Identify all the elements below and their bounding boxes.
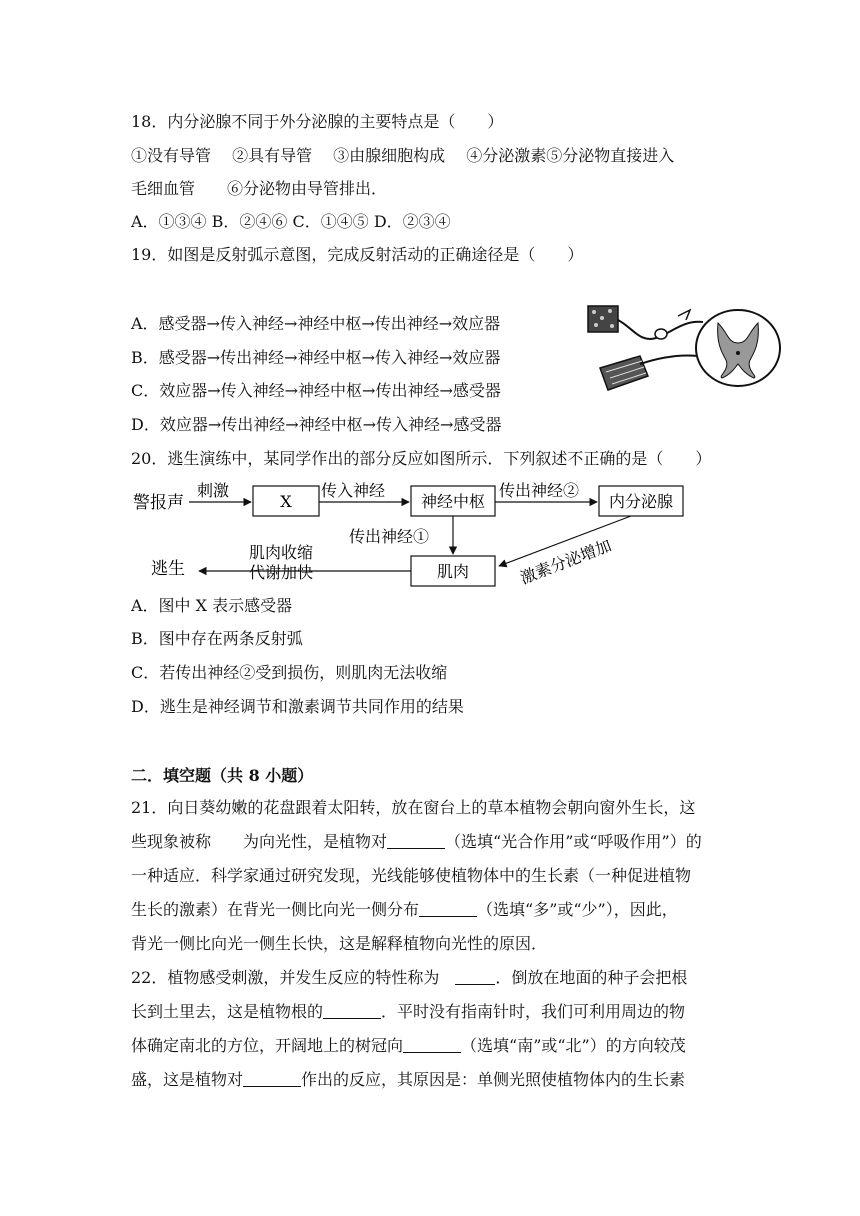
answer-blank <box>455 968 495 985</box>
q21-text-4a: 生长的激素）在背光一侧比向光一侧分布 <box>131 900 420 919</box>
escape-label: 逃生 <box>151 559 185 579</box>
spinal-cord-icon <box>696 310 780 386</box>
reflex-arc-figure <box>578 298 783 408</box>
q22-text-2a: 长到土里去，这是植物根的 <box>131 1002 324 1021</box>
gland-label: 内分泌腺 <box>608 492 674 511</box>
efferent2-label: 传出神经② <box>499 481 580 500</box>
answer-blank <box>387 832 445 849</box>
q19-stem: 19．如图是反射弧示意图，完成反射活动的正确途径是（ ） <box>131 245 584 264</box>
alarm-label: 警报声 <box>133 493 184 513</box>
muscle-label: 肌肉 <box>436 562 470 581</box>
x-label: X <box>280 492 292 511</box>
q22-line2 <box>131 1002 685 1022</box>
receptor-skin-icon <box>588 306 618 332</box>
answer-blank <box>243 1070 301 1087</box>
q22-text-3b: （选填“南”或“北”）的方向较茂 <box>461 1036 686 1055</box>
q22-line4 <box>131 1070 685 1090</box>
q18-options-line2: 毛细血管 ⑥分泌物由导管排出． <box>131 179 388 198</box>
q18-answers: A．①③④ B．②④⑥ C．①④⑤ D．②③④ <box>131 212 451 231</box>
q21-text-2a: 些现象被称 为向光性，是植物对 <box>131 832 388 851</box>
q20-option-a: A．图中 X 表示感受器 <box>131 596 293 615</box>
q22-text-4b: 作出的反应，其原因是：单侧光照使植物体内的生长素 <box>301 1070 686 1089</box>
efferent1-label: 传出神经① <box>349 527 430 546</box>
q20-option-b: B．图中存在两条反射弧 <box>131 629 303 648</box>
q21-text-2b: （选填“光合作用”或“呼吸作用”）的 <box>445 832 702 851</box>
q19-option-d: D．效应器→传出神经→神经中枢→传入神经→感受器 <box>131 415 502 434</box>
section-title: 二．填空题（共 8 小题） <box>131 766 314 785</box>
escape-response-diagram <box>131 476 691 592</box>
q22-text-3a: 体确定南北的方位，开阔地上的树冠向 <box>131 1036 404 1055</box>
q22-text-4a: 盛，这是植物对 <box>131 1070 244 1089</box>
q19-option-c: C．效应器→传入神经→神经中枢→传出神经→感受器 <box>131 381 501 400</box>
q22-text-1b: ．倒放在地面的种子会把根 <box>495 968 688 987</box>
q22-text-1a: 22．植物感受刺激，并发生反应的特性称为 <box>131 968 456 987</box>
q20-option-d: D．逃生是神经调节和激素调节共同作用的结果 <box>131 697 464 716</box>
q21-line4 <box>131 900 678 920</box>
q22-line3 <box>131 1036 686 1056</box>
ganglion-icon <box>655 329 667 339</box>
answer-blank <box>403 1036 461 1053</box>
q21-line3: 一种适应．科学家通过研究发现，光线能够使植物体中的生长素（一种促进植物 <box>131 866 692 885</box>
effector-muscle-icon <box>600 356 648 390</box>
q20-option-c: C．若传出神经②受到损伤，则肌肉无法收缩 <box>131 663 448 682</box>
arrow-icon <box>678 310 690 320</box>
q18-options-line1: ①没有导管 ②具有导管 ③由腺细胞构成 ④分泌激素⑤分泌物直接进入 <box>131 146 675 165</box>
contract-label-1: 肌肉收缩 <box>249 543 314 562</box>
q21-line2 <box>131 832 702 852</box>
q21-line1: 21．向日葵幼嫩的花盘跟着太阳转，放在窗台上的草本植物会朝向窗外生长，这 <box>131 798 696 817</box>
q22-text-2b: ．平时没有指南针时，我们可利用周边的物 <box>381 1002 686 1021</box>
answer-blank <box>419 900 477 917</box>
q19-option-a: A．感受器→传入神经→神经中枢→传出神经→效应器 <box>131 314 501 333</box>
q19-option-b: B．感受器→传出神经→神经中枢→传入神经→效应器 <box>131 348 501 367</box>
q18-stem: 18．内分泌腺不同于外分泌腺的主要特点是（ ） <box>131 112 504 131</box>
afferent-label: 传入神经 <box>321 481 386 500</box>
q21-text-4b: （选填“多”或“少”），因此， <box>477 900 678 919</box>
q21-line5: 背光一侧比向光一侧生长快，这是解释植物向光性的原因． <box>131 934 548 953</box>
center-label: 神经中枢 <box>420 492 486 511</box>
answer-blank <box>323 1002 381 1019</box>
stimulus-label: 刺激 <box>197 481 230 500</box>
contract-label-2: 代谢加快 <box>249 563 314 582</box>
q22-line1 <box>131 968 687 988</box>
q20-stem: 20．逃生演练中，某同学作出的部分反应如图所示．下列叙述不正确的是（ ） <box>131 449 712 468</box>
hormone-label: 激素分泌增加 <box>517 535 615 588</box>
